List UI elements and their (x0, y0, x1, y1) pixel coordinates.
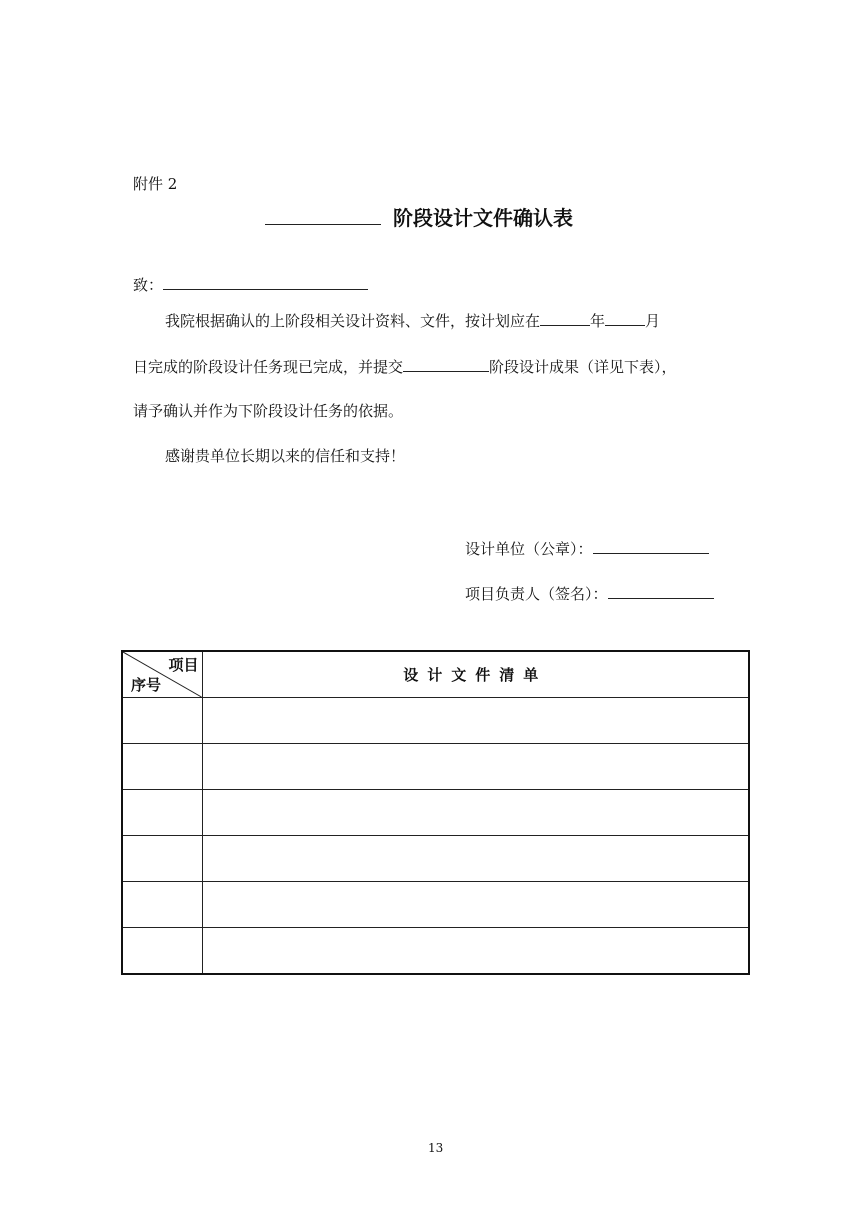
attachment-label: 附件 2 (133, 175, 178, 193)
title-text: 阶段设计文件确认表 (393, 206, 573, 230)
design-unit-blank[interactable] (593, 538, 709, 554)
body-line-2 (133, 356, 677, 377)
stage-result-blank[interactable] (403, 356, 489, 372)
row-number-cell[interactable] (122, 836, 202, 882)
row-item-cell[interactable] (202, 836, 749, 882)
month-label: 月 (645, 312, 661, 330)
project-leader-label: 项目负责人（签名）： (465, 585, 608, 603)
table-row (122, 744, 749, 790)
table-row (122, 698, 749, 744)
body-p1-start: 我院根据确认的上阶段相关设计资料、文件，按计划应在 (165, 312, 541, 330)
row-item-cell[interactable] (202, 698, 749, 744)
row-item-cell[interactable] (202, 790, 749, 836)
row-item-cell[interactable] (202, 744, 749, 790)
corner-number-label: 序号 (131, 676, 162, 694)
design-file-table (121, 650, 750, 975)
row-number-cell[interactable] (122, 882, 202, 928)
body-line2-start: 日完成的阶段设计任务现已完成，并提交 (133, 358, 404, 376)
year-blank[interactable] (540, 310, 590, 326)
row-number-cell[interactable] (122, 698, 202, 744)
body-line2-end: 阶段设计成果（详见下表）， (489, 358, 677, 376)
project-leader-line (465, 583, 714, 604)
page-number: 13 (428, 1141, 444, 1155)
corner-item-label: 项目 (168, 656, 199, 674)
page-title (265, 204, 573, 231)
table-row (122, 928, 749, 975)
thanks-line: 感谢贵单位长期以来的信任和支持！ (165, 447, 406, 465)
table-row (122, 882, 749, 928)
table-row (122, 790, 749, 836)
recipient-line (133, 274, 368, 295)
year-label: 年 (590, 312, 606, 330)
design-unit-label: 设计单位（公章）： (465, 540, 593, 558)
body-line-1 (165, 310, 660, 331)
month-blank[interactable] (605, 310, 645, 326)
table-row (122, 836, 749, 882)
body-line-3: 请予确认并作为下阶段设计任务的依据。 (133, 402, 404, 420)
corner-header-cell (122, 651, 202, 698)
file-list-header: 设计文件清单 (202, 651, 749, 698)
recipient-blank[interactable] (163, 274, 368, 290)
stage-name-blank[interactable] (265, 204, 381, 225)
design-unit-line (465, 538, 709, 559)
row-number-cell[interactable] (122, 928, 202, 975)
table-header-row (122, 651, 749, 698)
row-number-cell[interactable] (122, 790, 202, 836)
row-number-cell[interactable] (122, 744, 202, 790)
project-leader-blank[interactable] (608, 583, 714, 599)
to-label: 致： (133, 276, 164, 294)
row-item-cell[interactable] (202, 882, 749, 928)
row-item-cell[interactable] (202, 928, 749, 975)
